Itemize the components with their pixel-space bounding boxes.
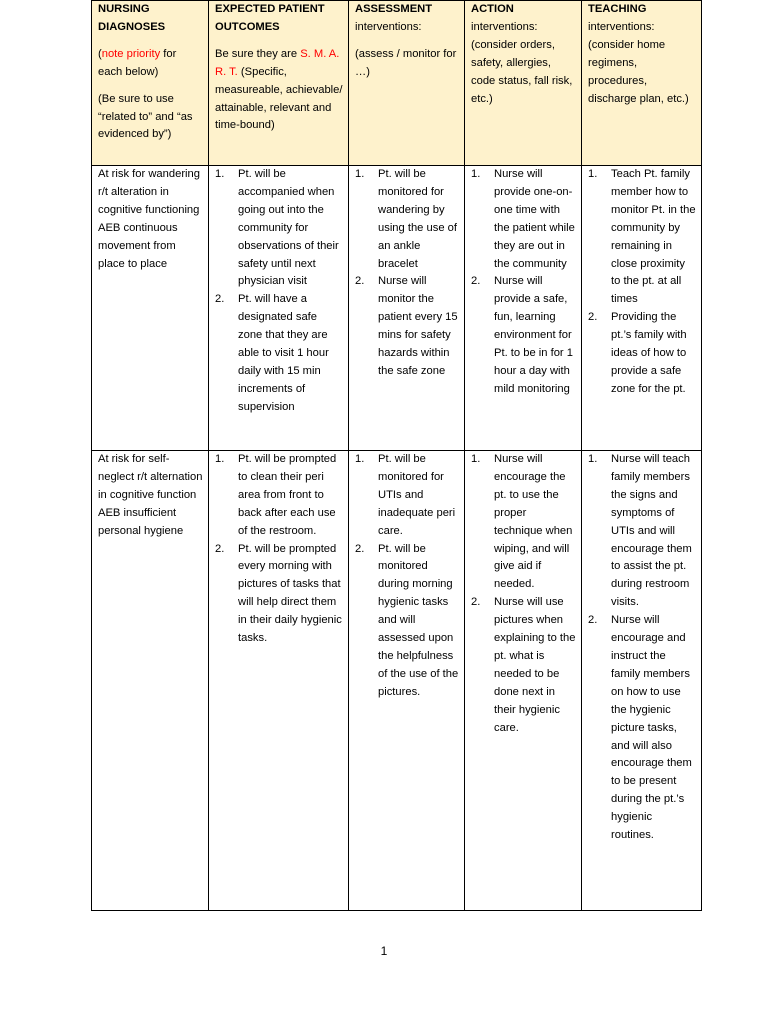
header-assessment [349, 1, 465, 166]
list-item: 2. Nurse will use pictures when explaining to the pt. what is needed to be done next in their hygienic care. [471, 596, 576, 734]
header-title: ACTION [471, 3, 514, 15]
header-title: EXPECTED PATIENT OUTCOMES [215, 3, 325, 33]
list-item: 1. Pt. will be monitored for UTIs and inadequate peri care. [355, 453, 456, 537]
list-item: 2. Nurse will encourage and instruct the family members on how to use the hygienic picture tasks, and will also encourage them to be present during the pt.’s hygienic routines. [588, 614, 692, 842]
assessment-cell [349, 166, 465, 451]
teaching-cell [582, 451, 702, 911]
related-to-note: (Be sure to use “related to” and “as evidenced by”) [98, 92, 193, 141]
list-item: 2. Pt. will have a designated safe zone that they are able to visit 1 hour daily with 15 min increments of supervision [215, 293, 329, 413]
list-item: 1. Nurse will provide one-on-one time with the patient while they are out in the community [471, 168, 575, 270]
header-action [465, 1, 582, 166]
list-item: 2. Pt. will be prompted every morning with pictures of tasks that will help direct them in their daily hygienic tasks. [215, 542, 342, 645]
list-item: 1. Pt. will be accompanied when going out into the community for observations of their safety until next physician visit [215, 168, 339, 288]
outcomes-cell [209, 166, 349, 451]
header-row [92, 1, 702, 166]
list-item: 2. Providing the pt.’s family with ideas of how to provide a safe zone for the pt. [588, 311, 687, 395]
action-cell [465, 451, 582, 911]
table-row [92, 166, 702, 451]
smart-highlight: S. M. A. R. T. [215, 47, 340, 78]
header-subtitle: interventions: [355, 20, 422, 33]
page-number: 1 [380, 944, 388, 958]
header-subtitle: interventions: [471, 20, 538, 33]
priority-note-highlight: note priority [101, 47, 161, 60]
list-item: 2. Pt. will be monitored during morning hygienic tasks and will assessed upon the helpfulness of the use of the pictures. [355, 542, 459, 698]
header-note: (consider orders, safety, allergies, code status, fall risk, etc.) [471, 38, 573, 105]
teaching-cell [582, 166, 702, 451]
action-cell [465, 166, 582, 451]
priority-note: (note priority for each below) [98, 47, 177, 78]
diagnosis-cell: At risk for wandering r/t alteration in cognitive functioning AEB continuous movement from place to place [92, 166, 209, 451]
list-item: 1. Nurse will encourage the pt. to use the proper technique when wiping, and will give aid if needed. [471, 453, 573, 591]
header-title: TEACHING [588, 3, 647, 15]
smart-note: Be sure they are S. M. A. R. T. (Specific, measureable, achievable/ attainable, relevant and time-bound) [215, 47, 343, 132]
list-item: 2. Nurse will provide a safe, fun, learning environment for Pt. to be in for 1 hour a day with mild monitoring [471, 275, 573, 395]
list-item: 1. Teach Pt. family member how to monitor Pt. in the community by remaining in close proximity to the pt. at all times [588, 168, 696, 306]
assessment-cell [349, 451, 465, 911]
header-teaching [582, 1, 702, 166]
header-note: (consider home regimens, procedures, discharge plan, etc.) [588, 38, 689, 105]
list-item: 1. Nurse will teach family members the signs and symptoms of UTIs and will encourage them to assist the pt. during restroom visits. [588, 453, 692, 609]
header-title: ASSESSMENT [355, 3, 433, 15]
header-title: NURSING DIAGNOSES [98, 3, 166, 33]
care-plan-table [91, 0, 702, 911]
header-expected-outcomes [209, 1, 349, 166]
outcomes-cell [209, 451, 349, 911]
table-row [92, 451, 702, 911]
header-nursing-diagnoses [92, 1, 209, 166]
header-subtitle: interventions: [588, 20, 655, 33]
list-item: 2. Nurse will monitor the patient every 15 mins for safety hazards within the safe zone [355, 275, 458, 377]
list-item: 1. Pt. will be monitored for wandering by using the use of an ankle bracelet [355, 168, 457, 270]
list-item: 1. Pt. will be prompted to clean their peri area from front to back after each use of the restroom. [215, 453, 337, 537]
header-note: (assess / monitor for …) [355, 47, 457, 78]
diagnosis-cell: At risk for self-neglect r/t alternation in cognitive function AEB insufficient personal hygiene [92, 451, 209, 911]
